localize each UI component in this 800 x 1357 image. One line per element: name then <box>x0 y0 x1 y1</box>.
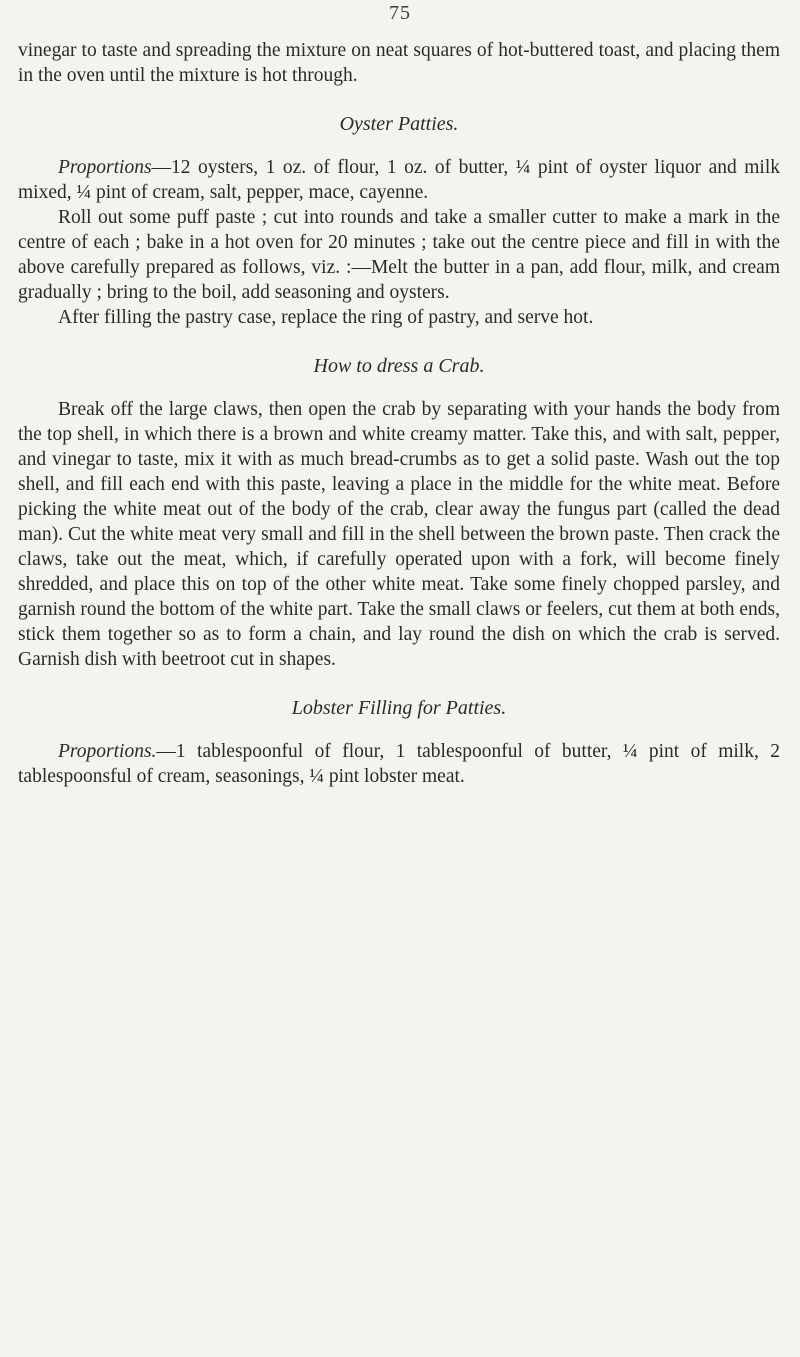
oyster-finish-paragraph: After filling the pastry case, replace the ring of pastry, and serve hot. <box>58 307 594 328</box>
dress-crab-method-paragraph: Break off the large claws, then open the crab by separating with your hands the body from the top shell, in which there is a brown and white creamy matter. Take this, and with salt, pepper, and vinegar to taste, mix it with as much bread-crumbs as to get a solid paste. Wash out the top shell, and fill each end with this paste, leaving a place in the middle for the white meat. Before picking the white meat out of the body of the crab, clear away the fungus part (called the dead man). Cut the white meat very small and fill in the shell between the brown paste. Then crack the claws, take out the meat, which, if carefully operated upon with a fork, will become finely shredded, and place this on top of the other white meat. Take some finely chopped parsley, and garnish round the bottom of the white part. Take the small claws or feelers, cut them at both ends, stick them together so as to form a chain, and lay round the dish on which the crab is served. Garnish dish with beetroot cut in shapes. <box>18 399 780 670</box>
oyster-patties-heading: Oyster Patties. <box>339 113 459 135</box>
continuation-paragraph: vinegar to taste and spreading the mixture on neat squares of hot-buttered toast, and placing them in the oven until the mixture is hot through. <box>18 40 780 86</box>
oyster-proportions-text: —12 oysters, 1 oz. of flour, 1 oz. of butter, ¼ pint of oyster liquor and milk mixed, ¼ pint of cream, salt, pepper, mace, cayenne. <box>18 157 780 203</box>
oyster-proportions-label: Proportions <box>58 157 152 178</box>
lobster-proportions-text: —1 tablespoonful of flour, 1 tablespoonful of butter, ¼ pint of milk, 2 tablespoonsful of cream, seasonings, ¼ pint lobster meat. <box>18 741 780 787</box>
oyster-proportions-paragraph <box>18 155 780 205</box>
dress-crab-heading: How to dress a Crab. <box>313 355 485 377</box>
lobster-proportions-paragraph <box>18 739 780 789</box>
oyster-method-paragraph: Roll out some puff paste ; cut into rounds and take a smaller cutter to make a mark in the centre of each ; bake in a hot oven for 20 minutes ; take out the centre piece and fill in with the above carefully prepared as follows, viz. :—Melt the butter in a pan, add flour, milk, and cream gradually ; bring to the boil, add seasoning and oysters. <box>18 207 780 303</box>
lobster-proportions-label: Proportions. <box>58 741 157 762</box>
page-number: 75 <box>389 2 411 24</box>
lobster-filling-heading: Lobster Filling for Patties. <box>291 697 507 719</box>
page-content <box>18 38 780 789</box>
